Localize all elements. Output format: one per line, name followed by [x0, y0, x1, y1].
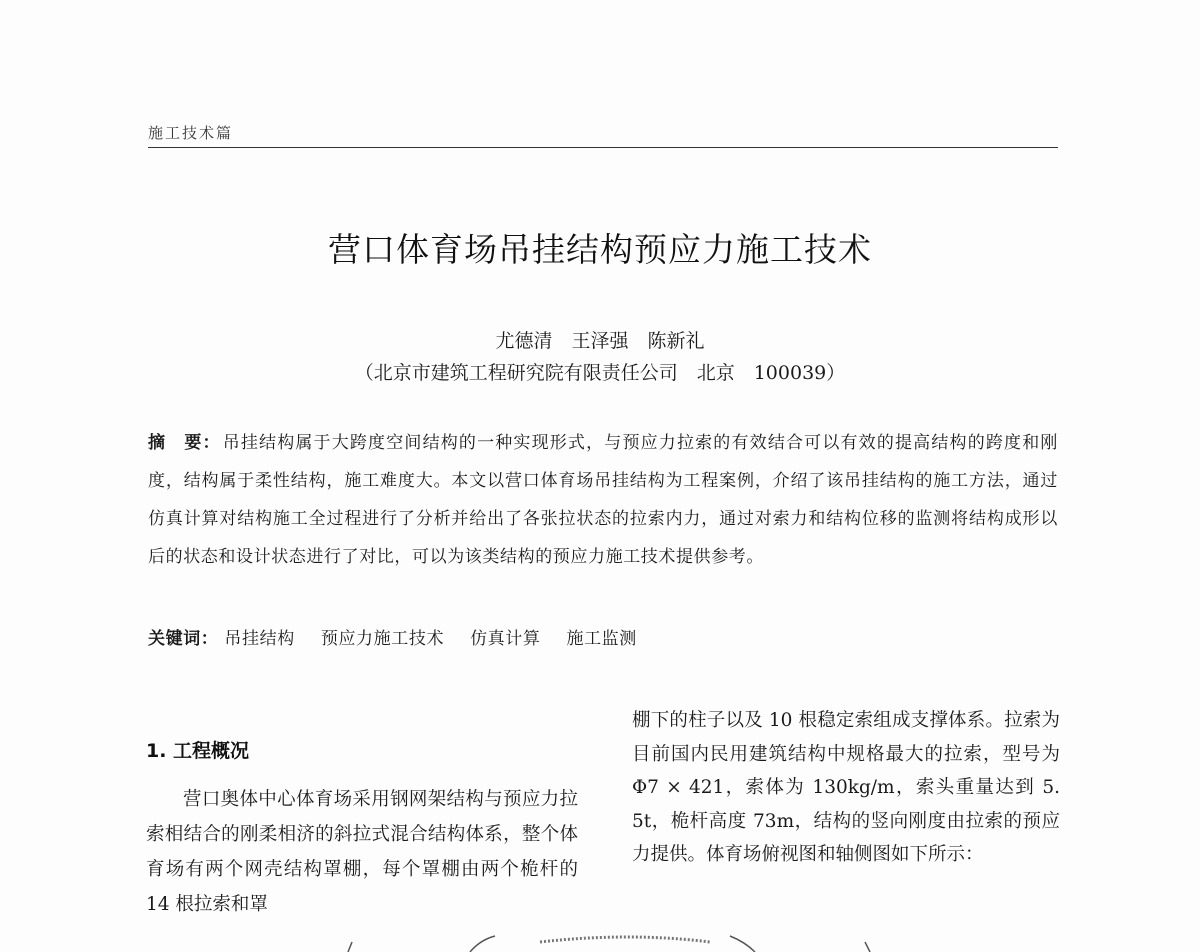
authors: 尤德清 王泽强 陈新礼	[495, 330, 705, 352]
keyword-item: 预应力施工技术	[320, 629, 445, 649]
keyword-item: 施工监测	[566, 629, 637, 649]
right-column-paragraph: 棚下的柱子以及 10 根稳定索组成支撑体系。拉索为目前国内民用建筑结构中规格最大的拉索，型号为 Φ7 × 421，索体为 130kg/m，索头重量达到 5. 5t，桅杆高度 73m，结构的竖向刚度由拉索的预应力提供。体育场俯视图和轴侧图如下所示：	[632, 710, 1060, 865]
keyword-item: 吊挂结构	[224, 629, 295, 649]
left-column-paragraph: 营口奥体中心体育场采用钢网架结构与预应力拉索相结合的刚柔相济的斜拉式混合结构体系，整个体育场有两个网壳结构罩棚，每个罩棚由两个桅杆的 14 根拉索和罩	[146, 789, 578, 915]
paper-title: 营口体育场吊挂结构预应力施工技术	[328, 230, 872, 269]
running-header: 施工技术篇	[148, 124, 234, 142]
abstract-text: 吊挂结构属于大跨度空间结构的一种实现形式，与预应力拉索的有效结合可以有效的提高结构的跨度和刚度，结构属于柔性结构，施工难度大。本文以营口体育场吊挂结构为工程案例，介绍了该吊挂结构的施工方法，通过仿真计算对结构施工全过程进行了分析并给出了各张拉状态的拉索内力，通过对索力和结构位移的监测将结构成形以后的状态和设计状态进行了对比，可以为该类结构的预应力施工技术提供参考。	[148, 433, 1058, 567]
figure-top-edge	[330, 930, 890, 952]
keywords-label: 关键词：	[148, 629, 219, 649]
abstract-label: 摘 要：	[148, 433, 221, 453]
header-rule	[148, 147, 1058, 148]
keyword-item: 仿真计算	[470, 629, 541, 649]
section-heading: 1. 工程概况	[146, 740, 250, 762]
affiliation: （北京市建筑工程研究院有限责任公司 北京 100039）	[354, 362, 846, 384]
abstract	[148, 424, 1058, 576]
keywords	[148, 624, 1058, 649]
